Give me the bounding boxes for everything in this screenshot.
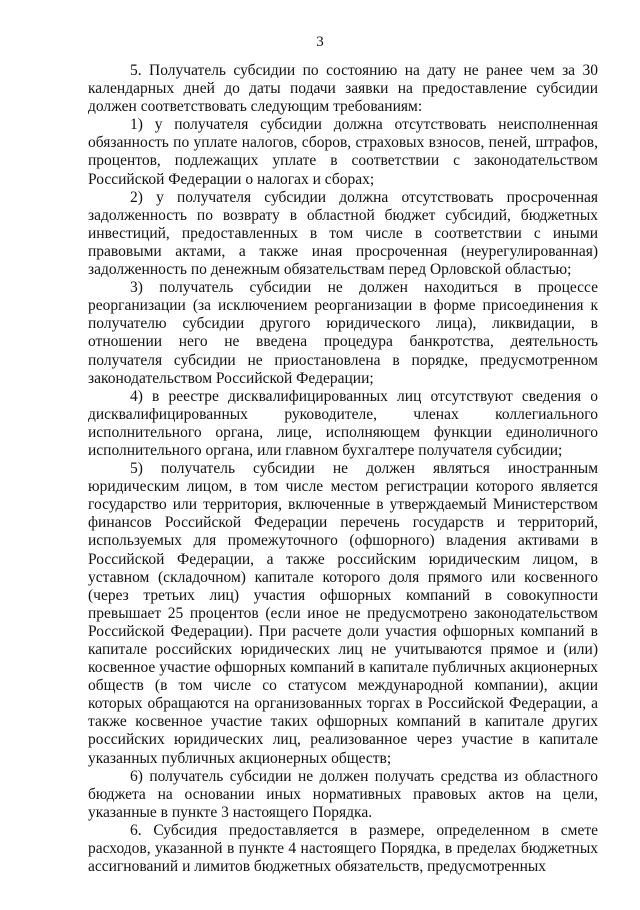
paragraph-requirement-5: 5) получатель субсидии не должен являться иностранным юридическим лицом, в том числе местом регистрации которого является государство или территория, включенные в утверждаемый Министерством финансов Российской Федерации перечень государств и территорий, используемых для промежуточного (офшорного) владения активами в Российской Федерации, а также российским юридическим лицом, в уставном (складочном) капитале которого доля прямого или косвенного (через третьих лиц) участия офшорных компаний в совокупности превышает 25 процентов (если иное не предусмотрено законодательством Российской Федерации). При расчете доли участия офшорных компаний в капитале российских юридических лиц не учитываются прямое и (или) косвенное участие офшорных компаний в капитале публичных акционерных обществ (в том числе со статусом международной компании), акции которых обращаются на организованных торгах в Российской Федерации, а также косвенное участие таких офшорных компаний в капитале других российских юридических лиц, реализованное через участие в капитале указанных публичных акционерных обществ; (88, 460, 598, 767)
document-body (88, 62, 598, 876)
paragraph-requirement-4: 4) в реестре дисквалифицированных лиц отсутствуют сведения о дисквалифицированных руководителе, членах коллегиального исполнительного органа, лице, исполняющем функции единоличного исполнительного органа, или главном бухгалтере получателя субсидии; (88, 387, 598, 459)
paragraph-item-6: 6. Субсидия предоставляется в размере, определенном в смете расходов, указанной в пункте 4 настоящего Порядка, в пределах бюджетных ассигнований и лимитов бюджетных обязательств, предусмотренных (88, 821, 598, 876)
page-number: 3 (316, 34, 324, 50)
paragraph-requirement-3: 3) получатель субсидии не должен находиться в процессе реорганизации (за исключением реорганизации в форме присоединения к получателю субсидии другого юридического лица), ликвидации, в отношении него не введена процедура банкротства, деятельность получателя субсидии не приостановлена в порядке, предусмотренном законодательством Российской Федерации; (88, 279, 598, 387)
paragraph-requirement-1: 1) у получателя субсидии должна отсутствовать неисполненная обязанность по уплате налогов, сборов, страховых взносов, пеней, штрафов, процентов, подлежащих уплате в соответствии с законодательством Российской Федерации о налогах и сборах; (88, 116, 598, 188)
paragraph-requirement-6: 6) получатель субсидии не должен получать средства из областного бюджета на основании иных нормативных правовых актов на цели, указанные в пункте 3 настоящего Порядка. (88, 767, 598, 821)
paragraph-requirement-2: 2) у получателя субсидии должна отсутствовать просроченная задолженность по возврату в областной бюджет субсидий, бюджетных инвестиций, предоставленных в том числе в соответствии с иными правовыми актами, а также иная просроченная (неурегулированная) задолженность по денежным обязательствам перед Орловской областью; (88, 188, 598, 279)
paragraph-item-5-intro: 5. Получатель субсидии по состоянию на дату не ранее чем за 30 календарных дней до даты подачи заявки на предоставление субсидии должен соответствовать следующим требованиям: (88, 62, 598, 116)
